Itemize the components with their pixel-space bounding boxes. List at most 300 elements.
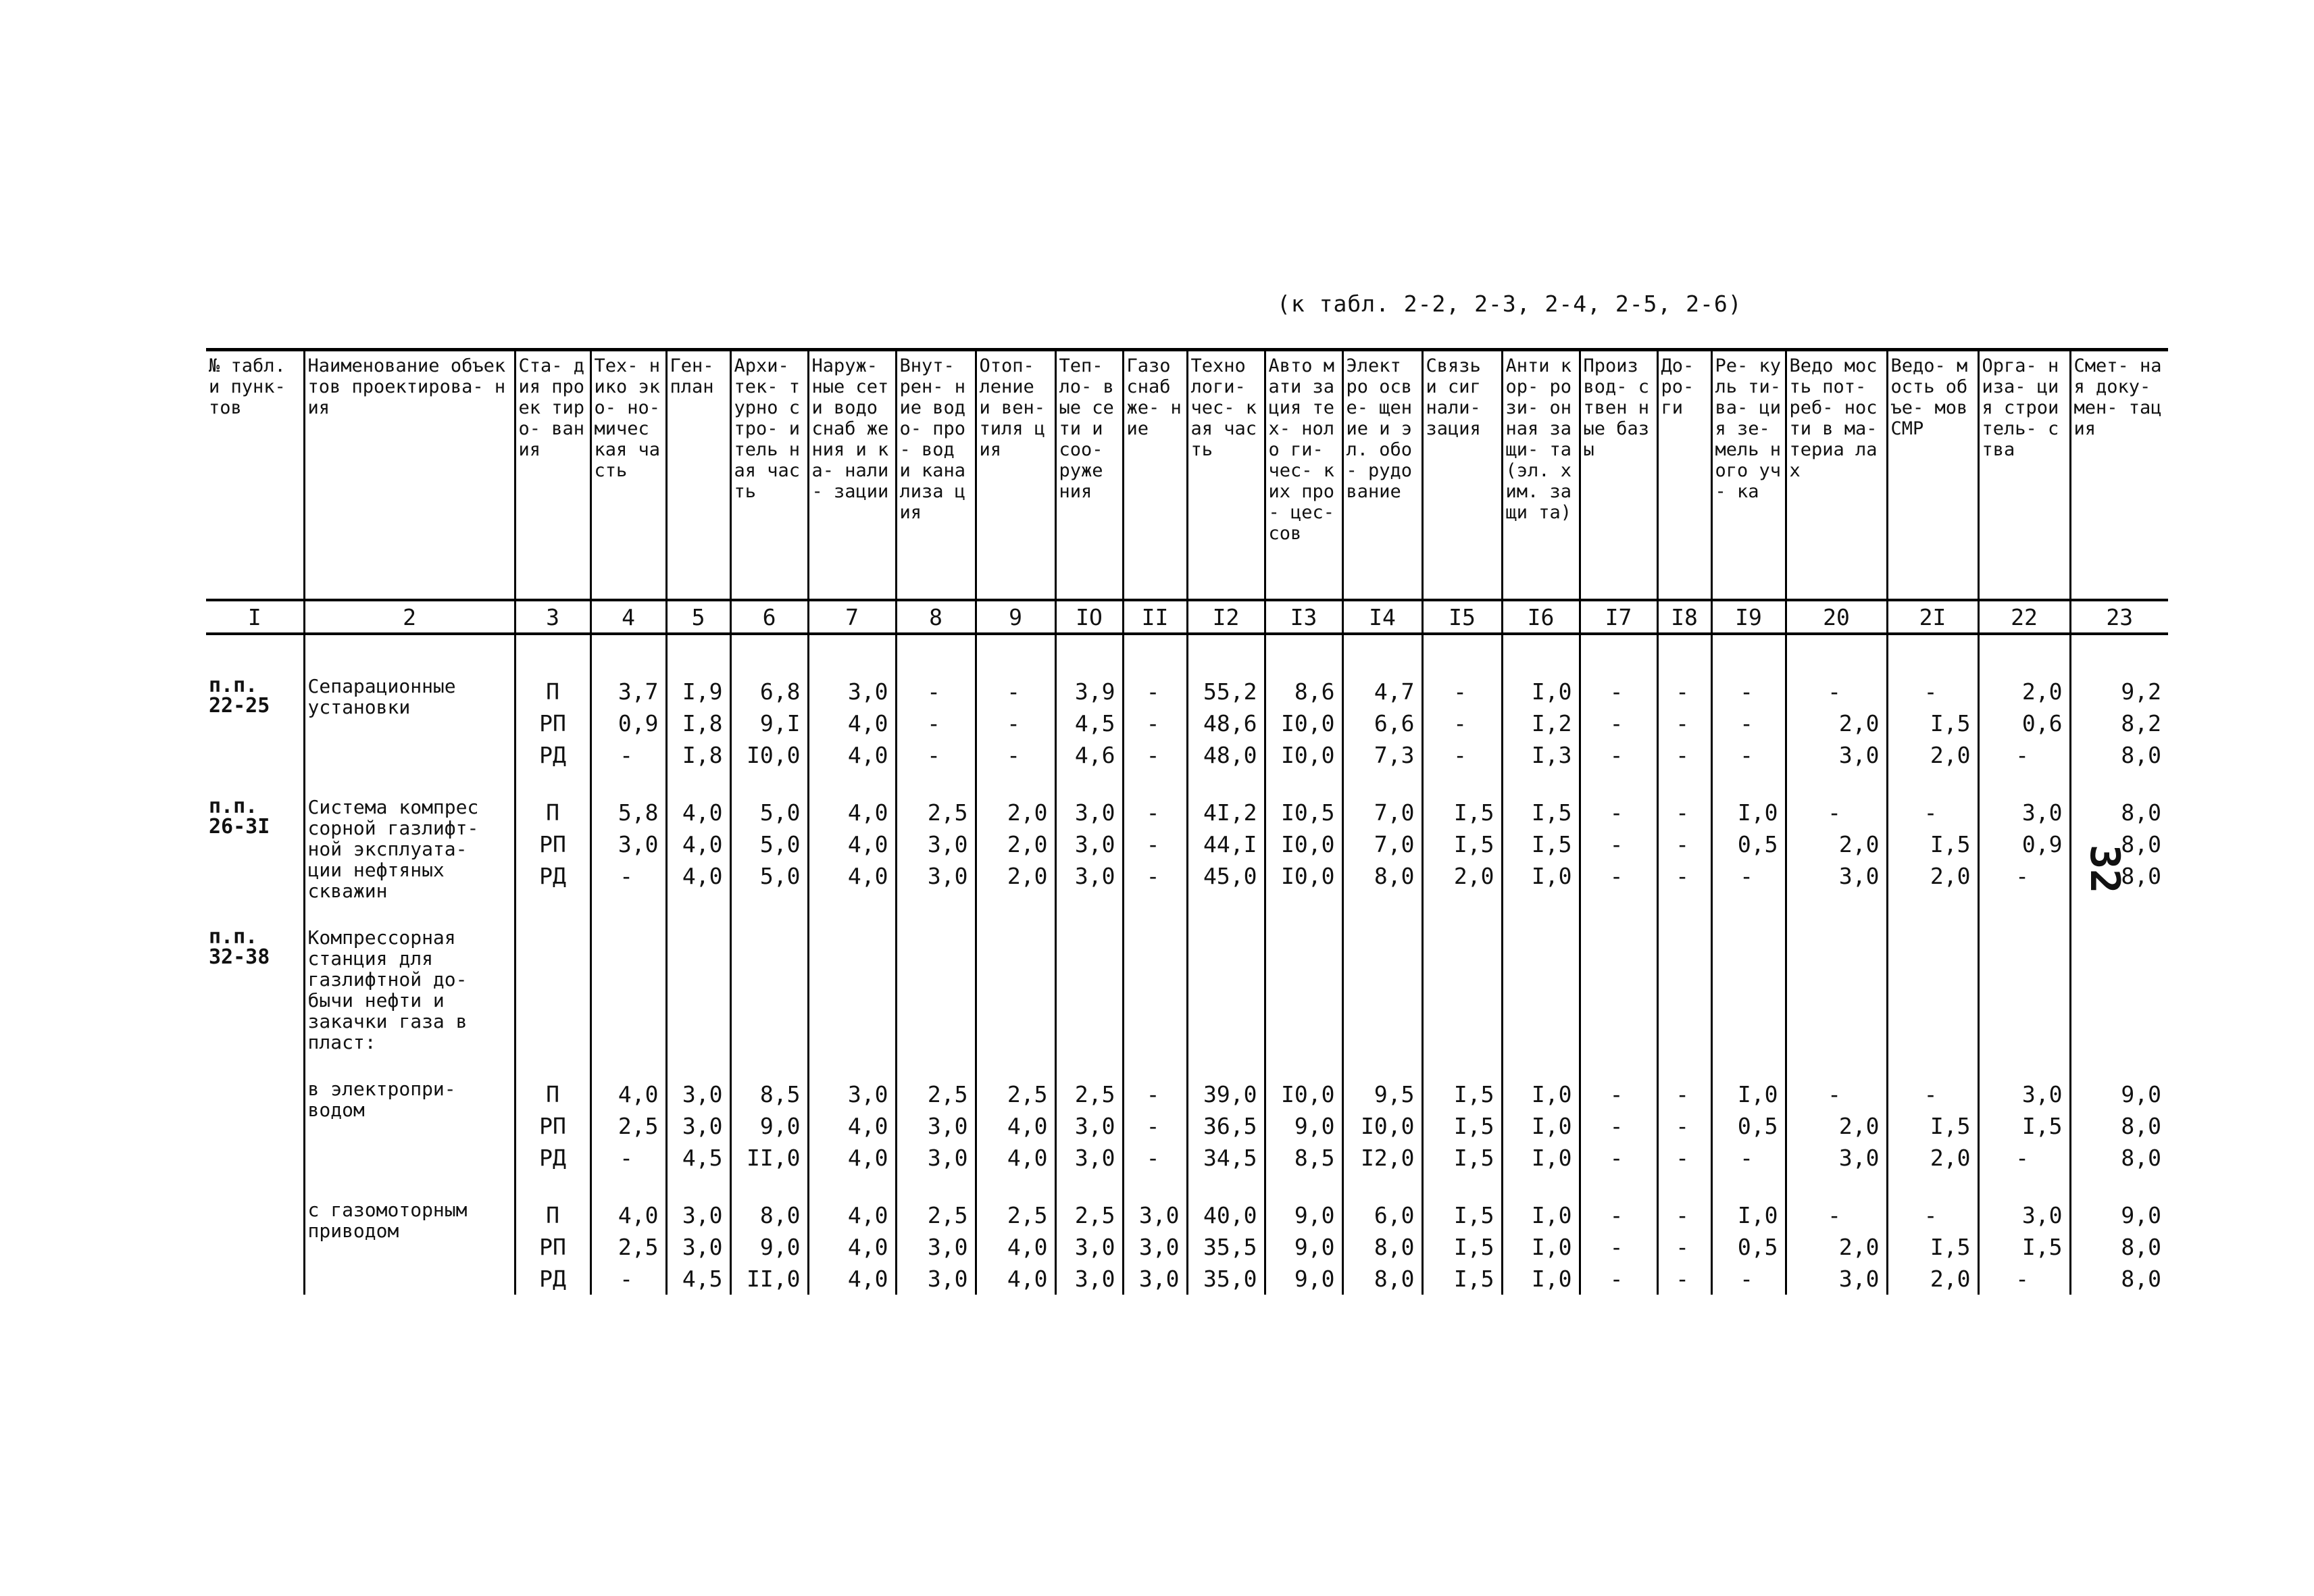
percent-value: - [1146,1113,1160,1139]
spacer-cell [1123,1174,1187,1199]
object-name-text: Система компрес сорной газлифт- ной эксплуата- ции нефтяных скважин [307,797,479,901]
spacer-cell [1342,1174,1422,1199]
item-reference [206,1078,304,1174]
percent-value: I,5 [1453,799,1494,826]
value-cell [1187,927,1265,1053]
stage-code: РП [539,831,566,857]
percent-value: 39,0 [1203,1081,1257,1107]
percent-value: - [1828,678,1841,705]
percent-value: I0,5 [1281,799,1335,826]
spacer-cell [304,901,515,927]
value-cell [1978,1078,2070,1174]
percent-value: 4,0 [682,831,723,857]
percent-value: 4,0 [847,1234,888,1260]
spacer-cell [1711,771,1786,797]
percent-value: - [1676,1081,1689,1107]
value-cell [1265,1199,1342,1295]
percent-value: 40,0 [1203,1202,1257,1228]
percent-value: - [1676,1266,1689,1292]
spacer-cell [976,634,1055,676]
item-reference-text: п.п. 22-25 [209,676,270,718]
percent-value: - [2015,1145,2029,1171]
percent-value: - [2015,742,2029,768]
percent-value: 4,0 [1007,1113,1048,1139]
percent-value: 35,5 [1203,1234,1257,1260]
percent-value: - [1609,1202,1624,1228]
spacer-cell [2070,1174,2168,1199]
percent-value: I,0 [1531,863,1572,889]
percent-value: 3,0 [1138,1266,1180,1292]
percent-value: - [1453,742,1467,768]
percent-value: 8,0 [759,1202,801,1228]
percent-value: II,0 [747,1145,801,1171]
value-cell [1887,797,1978,901]
table-row [206,927,2168,1053]
percent-value: 3,0 [1838,1266,1880,1292]
percent-value: - [1146,678,1160,705]
value-cell [976,676,1055,771]
spacer-cell [206,901,304,927]
column-header: Наруж- ные сети водо снаб жения и ка- нали- зации [808,350,896,601]
value-cell [1786,797,1887,901]
value-cell [1502,927,1580,1053]
percent-value: 8,5 [759,1081,801,1107]
spacer-cell [1055,1174,1123,1199]
spacer-cell [2070,1053,2168,1078]
percent-value: 9,0 [759,1234,801,1260]
value-cell [666,1199,730,1295]
percent-value: 4,5 [682,1145,723,1171]
percent-value: 8,0 [2121,799,2161,826]
value-cell [808,927,896,1053]
percent-value: - [1676,831,1689,857]
object-name-text: Сепарационные установки [307,676,456,718]
column-header: Наименование объектов проектирова- ния [304,350,515,601]
percent-value: 9,0 [1294,1266,1335,1292]
percent-value: I,0 [1737,799,1778,826]
value-cell [976,1078,1055,1174]
percent-value: 2,0 [1930,1145,1971,1171]
column-number: I2 [1187,600,1265,634]
column-header: Теп- ло- вые сети и соо- руже ния [1055,350,1123,601]
percent-value: 3,0 [1138,1234,1180,1260]
item-reference [206,676,304,771]
spacer-cell [1502,1053,1580,1078]
value-cell [1711,927,1786,1053]
percent-value: - [1609,710,1624,737]
spacer-cell [1342,771,1422,797]
percent-value: 3,0 [682,1234,723,1260]
percent-value: 4,0 [682,799,723,826]
column-number: 7 [808,600,896,634]
column-number: II [1123,600,1187,634]
percent-value: - [620,863,633,889]
percent-value: 3,0 [1074,863,1115,889]
percent-value: 8,0 [2121,863,2161,889]
percent-value: - [1007,678,1020,705]
percent-value: 3,0 [1074,1145,1115,1171]
percent-value: 3,0 [1074,1234,1115,1260]
percent-value: 3,0 [2021,1081,2063,1107]
percent-value: - [927,742,940,768]
percent-value: 8,0 [1374,1234,1415,1260]
percent-value: I,5 [1453,1113,1494,1139]
percent-value: 3,0 [927,1113,968,1139]
value-cell [1342,797,1422,901]
percent-value: 4,0 [1007,1266,1048,1292]
specification-table [206,348,2168,1295]
percent-value: 8,5 [1294,1145,1335,1171]
object-name-text: с газомоторным приводом [307,1199,468,1242]
spacer-cell [1580,1053,1657,1078]
spacer-cell [730,634,808,676]
column-header: Ведо мость пот- реб- ности в ма- териа лах [1786,350,1887,601]
column-number: 2 [304,600,515,634]
percent-value: - [1609,742,1624,768]
value-cell [1422,676,1502,771]
percent-value: 2,5 [618,1113,659,1139]
spacer-cell [808,901,896,927]
value-cell [1265,676,1342,771]
value-cell [730,676,808,771]
column-number: 2I [1887,600,1978,634]
design-stage [515,927,590,1053]
percent-value: 5,0 [759,831,801,857]
value-cell [666,1078,730,1174]
spacer-cell [730,1174,808,1199]
spacer-cell [1711,634,1786,676]
value-cell [1055,1199,1123,1295]
percent-value: I0,0 [1281,710,1335,737]
percent-value: 9,0 [2121,1202,2161,1228]
spacer-cell [1342,1053,1422,1078]
spacer-cell [206,634,304,676]
spacer-row [206,1174,2168,1199]
spacer-cell [304,771,515,797]
stage-code: РД [539,742,566,768]
spacer-cell [1265,771,1342,797]
percent-value: - [1676,1234,1689,1260]
spacer-cell [1123,771,1187,797]
percent-value: 2,0 [1838,1113,1880,1139]
percent-value: I,8 [682,710,723,737]
percent-value: 7,3 [1374,742,1415,768]
percent-value: 3,0 [618,831,659,857]
percent-value: 4,0 [1007,1145,1048,1171]
column-number: 9 [976,600,1055,634]
percent-value: - [2015,1266,2029,1292]
spacer-cell [1055,771,1123,797]
spacer-row [206,901,2168,927]
spacer-cell [1123,1053,1187,1078]
spacer-cell [1265,1053,1342,1078]
column-number: I5 [1422,600,1502,634]
spacer-cell [1978,1174,2070,1199]
spacer-cell [808,771,896,797]
percent-value: 4,0 [618,1202,659,1228]
percent-value: 2,5 [927,799,968,826]
percent-value: 4I,2 [1203,799,1257,826]
percent-value: I,0 [1531,1081,1572,1107]
spacer-cell [590,634,666,676]
percent-value: I,3 [1531,742,1572,768]
column-number: 4 [590,600,666,634]
column-header: Элект ро осве- щение и эл. обо- рудо вание [1342,350,1422,601]
value-cell [1342,1199,1422,1295]
percent-value: I,5 [1531,831,1572,857]
percent-value: 3,0 [847,1081,888,1107]
percent-value: - [1609,1266,1624,1292]
spacer-cell [1422,1053,1502,1078]
percent-value: I,0 [1531,1145,1572,1171]
column-header: Произ вод- ствен ные базы [1580,350,1657,601]
value-cell [1580,676,1657,771]
spacer-cell [1265,901,1342,927]
value-cell [1887,1078,1978,1174]
spacer-cell [1887,771,1978,797]
percent-value: 3,0 [927,1234,968,1260]
column-number: I9 [1711,600,1786,634]
spacer-cell [1502,634,1580,676]
value-cell [1055,927,1123,1053]
value-cell [1711,1199,1786,1295]
value-cell [1055,676,1123,771]
percent-value: I,0 [1531,1113,1572,1139]
column-number: I [206,600,304,634]
value-cell [1580,927,1657,1053]
value-cell [808,676,896,771]
percent-value: 2,0 [1930,1266,1971,1292]
percent-value: 4,0 [847,742,888,768]
spacer-cell [515,1174,590,1199]
value-cell [1580,1199,1657,1295]
percent-value: - [2015,863,2029,889]
percent-value: I,0 [1737,1202,1778,1228]
spacer-cell [666,771,730,797]
value-cell [1422,1078,1502,1174]
column-number: 5 [666,600,730,634]
value-cell [1422,1199,1502,1295]
column-header: Анти кор- рози- онная защи- та (эл. хим. защи та) [1502,350,1580,601]
stage-code: П [546,1081,559,1107]
percent-value: 7,0 [1374,799,1415,826]
percent-value: 3,0 [1838,1145,1880,1171]
spacer-cell [1711,901,1786,927]
value-cell [590,676,666,771]
percent-value: 4,7 [1374,678,1415,705]
percent-value: - [1828,1202,1841,1228]
spacer-cell [1978,771,2070,797]
percent-value: I,0 [1531,678,1572,705]
percent-value: - [620,1145,633,1171]
spacer-cell [1502,901,1580,927]
object-name [304,797,515,901]
spacer-cell [896,901,976,927]
value-cell [590,927,666,1053]
spacer-row [206,1053,2168,1078]
percent-value: 4,0 [847,710,888,737]
spacer-cell [515,771,590,797]
spacer-cell [1978,1053,2070,1078]
percent-value: 2,5 [927,1081,968,1107]
table-row [206,1199,2168,1295]
spacer-cell [1887,901,1978,927]
spacer-row [206,634,2168,676]
percent-value: 2,0 [1007,831,1048,857]
percent-value: 8,0 [1374,1266,1415,1292]
percent-value: - [1609,1145,1624,1171]
value-cell [1502,676,1580,771]
percent-value: 2,5 [1007,1202,1048,1228]
percent-value: 3,0 [1838,863,1880,889]
column-number: IO [1055,600,1123,634]
percent-value: I,5 [1453,831,1494,857]
value-cell [896,1199,976,1295]
percent-value: I2,0 [1361,1145,1415,1171]
column-header: Ре- куль ти- ва- ция зе- мель ного уч- ка [1711,350,1786,601]
spacer-cell [590,771,666,797]
value-cell [1502,1078,1580,1174]
spacer-cell [730,1053,808,1078]
value-cell [976,797,1055,901]
percent-value: - [1609,678,1624,705]
percent-value: 2,0 [1007,799,1048,826]
spacer-cell [2070,771,2168,797]
percent-value: 9,0 [759,1113,801,1139]
design-stage [515,676,590,771]
spacer-cell [2070,901,2168,927]
spacer-cell [1187,901,1265,927]
value-cell [808,1078,896,1174]
percent-value: - [1740,1266,1753,1292]
percent-value: 3,0 [1074,831,1115,857]
percent-value: 4,0 [682,863,723,889]
percent-value: I0,0 [1281,831,1335,857]
percent-value: - [1146,831,1160,857]
percent-value: 9,5 [1374,1081,1415,1107]
stage-code: П [546,678,559,705]
spacer-cell [1422,1174,1502,1199]
percent-value: 4,5 [1074,710,1115,737]
page-number: 32 [2081,845,2128,894]
value-cell [666,676,730,771]
percent-value: 3,0 [1074,799,1115,826]
percent-value: - [1609,831,1624,857]
percent-value: - [1146,1145,1160,1171]
spacer-cell [515,634,590,676]
percent-value: 9,0 [1294,1113,1335,1139]
spacer-cell [1342,634,1422,676]
spacer-cell [730,771,808,797]
value-cell [1786,1199,1887,1295]
spacer-cell [1711,1053,1786,1078]
value-cell [976,927,1055,1053]
column-header: Техно логи- чес- кая часть [1187,350,1265,601]
percent-value: - [1609,799,1624,826]
percent-value: 2,0 [1453,863,1494,889]
percent-value: - [1923,1202,1938,1228]
percent-value: 3,0 [927,831,968,857]
table-caption: (к табл. 2-2, 2-3, 2-4, 2-5, 2-6) [1277,291,1742,317]
value-cell [1055,797,1123,901]
column-header: Ста- дия проек тиро- вания [515,350,590,601]
percent-value: 8,6 [1294,678,1335,705]
percent-value: 8,0 [1374,863,1415,889]
design-stage [515,1078,590,1174]
spacer-cell [1887,1053,1978,1078]
value-cell [896,927,976,1053]
percent-value: I,9 [682,678,723,705]
percent-value: 8,0 [2121,1113,2161,1139]
spacer-cell [808,634,896,676]
table-row [206,797,2168,901]
value-cell [1978,797,2070,901]
column-header: Газо снаб же- ние [1123,350,1187,601]
percent-value: - [1923,799,1938,826]
spacer-cell [808,1053,896,1078]
spacer-cell [1711,1174,1786,1199]
spacer-cell [666,1174,730,1199]
percent-value: I0,0 [1361,1113,1415,1139]
column-number: I6 [1502,600,1580,634]
value-cell [590,1078,666,1174]
stage-code: П [546,799,559,826]
spacer-cell [666,901,730,927]
column-header: Архи- тек- турно стро- итель ная часть [730,350,808,601]
percent-value: I,5 [1453,1081,1494,1107]
item-reference-text: п.п. 26-3I [209,797,270,839]
spacer-cell [590,1053,666,1078]
percent-value: - [1923,1081,1938,1107]
percent-value: 0,9 [618,710,659,737]
spacer-cell [1342,901,1422,927]
percent-value: 8,2 [2121,710,2161,737]
percent-value: - [1740,1145,1753,1171]
column-header: Связь и сиг нали- зация [1422,350,1502,601]
value-cell [976,1199,1055,1295]
value-cell [1580,1078,1657,1174]
percent-value: - [1453,678,1467,705]
spacer-cell [304,634,515,676]
percent-value: 8,0 [2121,742,2161,768]
value-cell [1342,927,1422,1053]
value-cell [1887,1199,1978,1295]
value-cell [730,797,808,901]
spacer-cell [1786,1053,1887,1078]
percent-value: 0,9 [2021,831,2063,857]
percent-value: - [927,678,940,705]
percent-value: I,5 [1930,1234,1971,1260]
percent-value: - [1609,1234,1624,1260]
object-name [304,676,515,771]
value-cell [1786,1078,1887,1174]
spacer-cell [1786,771,1887,797]
column-number: 22 [1978,600,2070,634]
percent-value: I,5 [1531,799,1572,826]
column-header: Внут- рен- ние водо- про- вод и кана лиза ция [896,350,976,601]
percent-value: - [1676,1202,1689,1228]
percent-value: - [1676,678,1689,705]
spacer-cell [206,1174,304,1199]
value-cell [730,1199,808,1295]
percent-value: 48,0 [1203,742,1257,768]
percent-value: - [1146,710,1160,737]
percent-value: 2,0 [1838,831,1880,857]
percent-value: - [1676,863,1689,889]
percent-value: - [1007,742,1020,768]
spacer-cell [304,1053,515,1078]
percent-value: 2,5 [1074,1081,1115,1107]
